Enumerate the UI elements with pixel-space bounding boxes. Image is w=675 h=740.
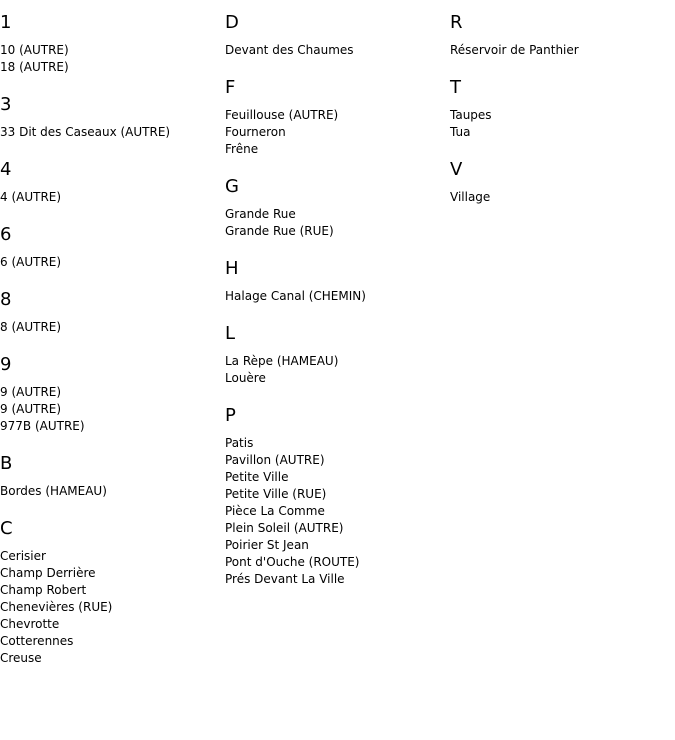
- street-item: Halage Canal (CHEMIN): [225, 289, 366, 303]
- letter-heading: D: [225, 12, 239, 33]
- letter-group-c: [0, 518, 222, 667]
- street-item: Louère: [225, 371, 266, 385]
- street-list: [225, 107, 447, 158]
- street-item: 4 (AUTRE): [0, 190, 62, 204]
- street-item: 9 (AUTRE): [0, 402, 62, 416]
- letter-group-g: [225, 176, 447, 240]
- street-item: Cerisier: [0, 549, 46, 563]
- street-item: Champ Robert: [0, 583, 87, 597]
- letter-heading: 6: [0, 224, 12, 245]
- street-item: 9 (AUTRE): [0, 385, 62, 399]
- letter-heading: C: [0, 518, 13, 539]
- street-item: Prés Devant La Ville: [225, 572, 345, 586]
- street-item: Village: [450, 190, 491, 204]
- letter-heading: T: [450, 77, 461, 98]
- street-item: Bordes (HAMEAU): [0, 484, 107, 498]
- letter-group-8: [0, 289, 222, 336]
- letter-group-9: [0, 354, 222, 435]
- street-list: [450, 107, 672, 141]
- street-item: Grande Rue: [225, 207, 296, 221]
- index-column-3: [450, 12, 672, 224]
- letter-group-3: [0, 94, 222, 141]
- street-item: Devant des Chaumes: [225, 43, 354, 57]
- street-item: Chevrotte: [0, 617, 60, 631]
- letter-heading: L: [225, 323, 236, 344]
- street-list: [0, 548, 222, 667]
- letter-group-p: [225, 405, 447, 588]
- street-item: Réservoir de Panthier: [450, 43, 579, 57]
- letter-group-h: [225, 258, 447, 305]
- letter-group-4: [0, 159, 222, 206]
- street-item: Poirier St Jean: [225, 538, 309, 552]
- letter-group-d: [225, 12, 447, 59]
- street-list: [0, 42, 222, 76]
- letter-group-b: [0, 453, 222, 500]
- street-item: Chenevières (RUE): [0, 600, 113, 614]
- street-item: Patis: [225, 436, 254, 450]
- street-item: 8 (AUTRE): [0, 320, 62, 334]
- street-list: [450, 189, 672, 206]
- street-item: Plein Soleil (AUTRE): [225, 521, 344, 535]
- letter-group-v: [450, 159, 672, 206]
- letter-heading: 1: [0, 12, 12, 33]
- letter-heading: F: [225, 77, 236, 98]
- street-item: Cotterennes: [0, 634, 74, 648]
- letter-heading: H: [225, 258, 239, 279]
- street-list: [450, 42, 672, 59]
- street-list: [225, 42, 447, 59]
- street-list: [225, 206, 447, 240]
- street-item: Fourneron: [225, 125, 286, 139]
- street-item: Feuillouse (AUTRE): [225, 108, 339, 122]
- street-item: Frêne: [225, 142, 259, 156]
- letter-heading: R: [450, 12, 463, 33]
- street-list: [0, 319, 222, 336]
- street-list: [0, 254, 222, 271]
- street-item: Petite Ville (RUE): [225, 487, 327, 501]
- street-item: La Rèpe (HAMEAU): [225, 354, 339, 368]
- street-list: [0, 384, 222, 435]
- letter-heading: G: [225, 176, 239, 197]
- street-item: 6 (AUTRE): [0, 255, 62, 269]
- index-column-2: [225, 12, 447, 606]
- street-item: Pavillon (AUTRE): [225, 453, 325, 467]
- letter-heading: 3: [0, 94, 12, 115]
- street-list: [0, 189, 222, 206]
- street-item: Petite Ville: [225, 470, 289, 484]
- street-list: [225, 435, 447, 588]
- street-item: Pièce La Comme: [225, 504, 325, 518]
- street-list: [0, 124, 222, 141]
- letter-heading: 8: [0, 289, 12, 310]
- street-item: Pont d'Ouche (ROUTE): [225, 555, 360, 569]
- letter-group-t: [450, 77, 672, 141]
- letter-heading: 9: [0, 354, 12, 375]
- letter-group-6: [0, 224, 222, 271]
- letter-group-1: [0, 12, 222, 76]
- letter-group-l: [225, 323, 447, 387]
- street-list: [0, 483, 222, 500]
- letter-heading: V: [450, 159, 463, 180]
- street-item: Grande Rue (RUE): [225, 224, 334, 238]
- street-item: Tua: [450, 125, 471, 139]
- letter-heading: P: [225, 405, 236, 426]
- street-item: Champ Derrière: [0, 566, 96, 580]
- street-item: Taupes: [450, 108, 492, 122]
- street-item: 977B (AUTRE): [0, 419, 85, 433]
- street-item: 18 (AUTRE): [0, 60, 69, 74]
- index-column-1: [0, 12, 222, 685]
- letter-group-f: [225, 77, 447, 158]
- street-item: 33 Dit des Caseaux (AUTRE): [0, 125, 171, 139]
- street-list: [225, 353, 447, 387]
- letter-heading: B: [0, 453, 13, 474]
- street-item: 10 (AUTRE): [0, 43, 69, 57]
- street-item: Creuse: [0, 651, 42, 665]
- letter-heading: 4: [0, 159, 12, 180]
- street-list: [225, 288, 447, 305]
- letter-group-r: [450, 12, 672, 59]
